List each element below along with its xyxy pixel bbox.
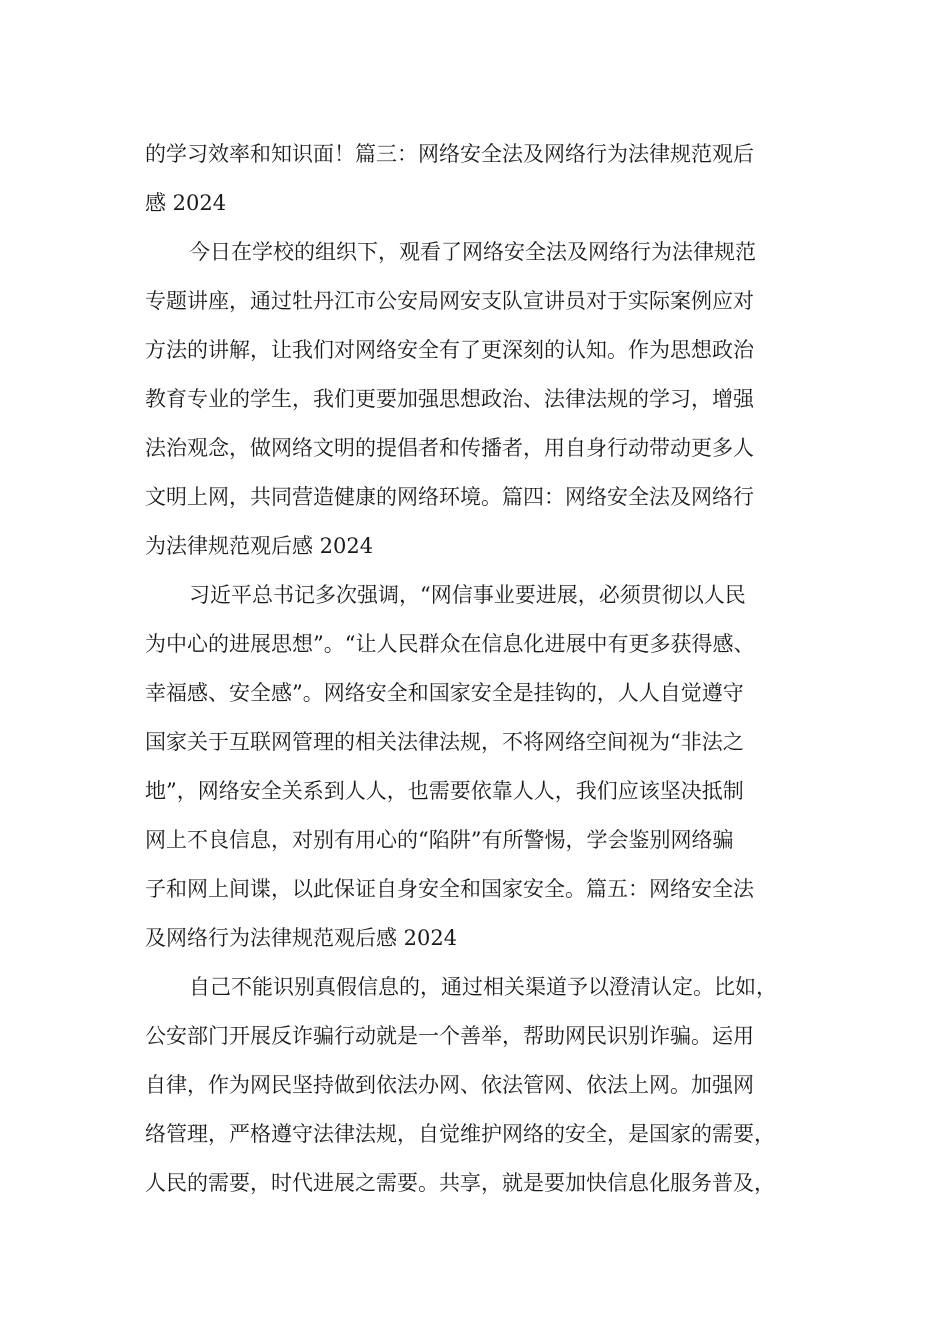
text-line: 自律，作为网民坚持做到依法办网、依法管网、依法上网。加强网 <box>145 1073 754 1097</box>
text-line: 为中心的进展思想”。“让人民群众在信息化进展中有更多获得感、 <box>145 632 755 656</box>
text-line: 感 2024 <box>145 191 227 215</box>
text-line: 及网络行为法律规范观后感 2024 <box>145 926 458 950</box>
text-line: 国家关于互联网管理的相关法律法规，不将网络空间视为“非法之 <box>145 730 744 754</box>
text-line: 教育专业的学生，我们更要加强思想政治、法律法规的学习，增强 <box>145 387 754 411</box>
text-line: 络管理，严格遵守法律法规，自觉维护网络的安全，是国家的需要， <box>145 1122 775 1146</box>
text-line: 人民的需要，时代进展之需要。共享，就是要加快信息化服务普及， <box>145 1171 775 1195</box>
text-line: 专题讲座，通过牡丹江市公安局网安支队宣讲员对于实际案例应对 <box>145 289 754 313</box>
paragraph-start-line: 自己不能识别真假信息的，通过相关渠道予以澄清认定。比如， <box>189 975 777 999</box>
text-line: 方法的讲解，让我们对网络安全有了更深刻的认知。作为思想政治 <box>145 338 754 362</box>
paragraph-start-line: 今日在学校的组织下，观看了网络安全法及网络行为法律规范 <box>189 240 756 264</box>
paragraph-start-line: 习近平总书记多次强调，“网信事业要进展，必须贯彻以人民 <box>189 583 746 607</box>
text-line: 的学习效率和知识面！篇三：网络安全法及网络行为法律规范观后 <box>145 142 754 166</box>
text-line: 为法律规范观后感 2024 <box>145 534 374 558</box>
text-line: 幸福感、安全感”。网络安全和国家安全是挂钩的，人人自觉遵守 <box>145 681 744 705</box>
text-line: 子和网上间谍，以此保证自身安全和国家安全。篇五：网络安全法 <box>145 877 754 901</box>
text-line: 文明上网，共同营造健康的网络环境。篇四：网络安全法及网络行 <box>145 485 754 509</box>
text-line: 法治观念，做网络文明的提倡者和传播者，用自身行动带动更多人 <box>145 436 754 460</box>
text-line: 网上不良信息，对别有用心的“陷阱”有所警惕，学会鉴别网络骗 <box>145 828 734 852</box>
text-line: 公安部门开展反诈骗行动就是一个善举，帮助网民识别诈骗。运用 <box>145 1024 754 1048</box>
text-line: 地”，网络安全关系到人人，也需要依靠人人，我们应该坚决抵制 <box>145 779 744 803</box>
